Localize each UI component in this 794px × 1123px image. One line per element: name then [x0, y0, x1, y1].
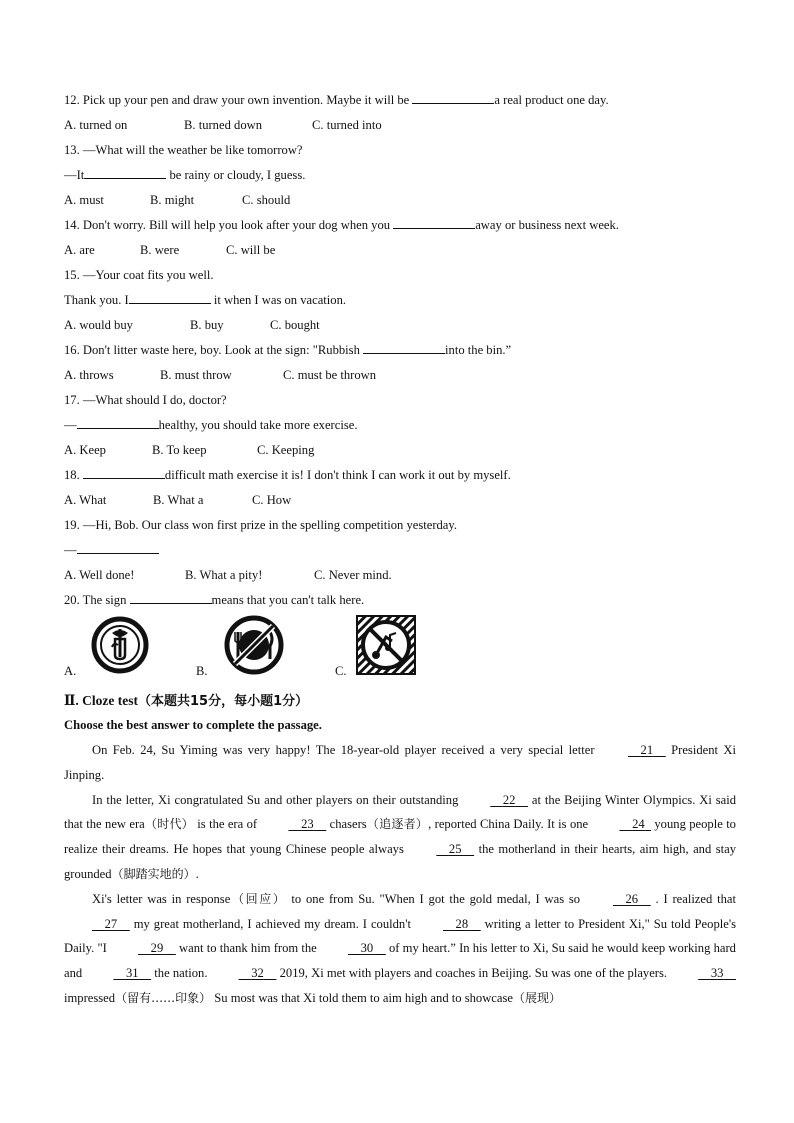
- blank-number: 29: [150, 941, 164, 956]
- blank-number: 24: [632, 817, 645, 832]
- passage-text: 2019, Xi met with players and coaches in Beijing. Su was one of the players.: [276, 966, 671, 981]
- option-b: B. were: [140, 243, 180, 257]
- question-number: 17.: [64, 393, 80, 407]
- blank-number: 26: [625, 891, 639, 906]
- option-a: A. Well done!: [64, 568, 135, 582]
- answer-blank: [129, 290, 211, 304]
- option-a: A. What: [64, 493, 107, 507]
- blank-28: [415, 912, 481, 937]
- question-text: difficult math exercise it is! I don't think I can work it out by myself.: [164, 468, 511, 482]
- section-title-note: （本题共15分，每小题1分）: [137, 694, 309, 709]
- option-a: A. turned on: [64, 118, 128, 132]
- blank-number: 28: [455, 916, 469, 931]
- question-text: it when I was on vacation.: [210, 293, 347, 307]
- option-a: A. would buy: [64, 318, 133, 332]
- blank-number: 25: [448, 842, 462, 857]
- option-c: C. Keeping: [257, 443, 315, 457]
- option-c: C.: [335, 664, 347, 678]
- blank-31: [85, 961, 151, 986]
- blank-number: 31: [125, 966, 139, 981]
- question-text: —What will the weather be like tomorrow?: [82, 143, 303, 157]
- no-music-sign-icon: [356, 615, 416, 675]
- question-number: 20.: [64, 593, 80, 607]
- blank-number: 27: [104, 916, 118, 931]
- options-18: [64, 488, 736, 513]
- blank-24: [592, 812, 651, 837]
- passage-text: In the letter, Xi congratulated Su and other players on their outstanding: [92, 792, 463, 807]
- option-b: B. To keep: [152, 443, 207, 457]
- question-text: means that you can't talk here.: [211, 593, 365, 607]
- option-c: C. How: [252, 493, 292, 507]
- option-a: A. Keep: [64, 443, 106, 457]
- question-number: 15.: [64, 268, 80, 282]
- no-talking-sign-icon: [90, 615, 150, 675]
- option-b: B. might: [150, 193, 195, 207]
- options-19: [64, 563, 736, 588]
- passage-note: （脚踏实地的）: [111, 866, 196, 881]
- option-a: A. throws: [64, 368, 114, 382]
- answer-blank: [130, 590, 212, 604]
- option-b: B. buy: [190, 318, 224, 332]
- question-15-reply: [64, 288, 736, 313]
- passage-text: Xi's letter was in response: [92, 891, 231, 906]
- question-text: —: [64, 418, 77, 432]
- question-text: a real product one day.: [494, 93, 609, 107]
- question-16: [64, 338, 736, 363]
- option-c: C. bought: [270, 318, 320, 332]
- option-b: B. What a pity!: [185, 568, 263, 582]
- blank-30: [320, 936, 386, 961]
- question-17: [64, 388, 736, 413]
- option-c: C. turned into: [312, 118, 382, 132]
- options-15: [64, 313, 736, 338]
- passage-text: Su most was that Xi told them to aim high and to showcase: [211, 990, 513, 1005]
- passage-text: . I realized that: [650, 891, 736, 906]
- question-15: [64, 263, 736, 288]
- question-19: [64, 513, 736, 538]
- blank-27: [64, 912, 130, 937]
- question-12: [64, 88, 736, 113]
- passage-note: （追逐者）: [366, 817, 429, 832]
- blank-number: 21: [640, 743, 654, 757]
- answer-blank: [363, 340, 445, 354]
- blank-number: 30: [360, 941, 374, 956]
- sign-options-20: [64, 613, 736, 688]
- blank-32: [211, 961, 277, 986]
- question-13: [64, 138, 736, 163]
- passage-text: is the era of: [193, 817, 261, 832]
- passage-text: young people to realize their dreams. He hopes that young Chinese people always: [64, 817, 736, 857]
- blank-33: [670, 961, 736, 986]
- options-14: [64, 238, 736, 263]
- blank-number: 33: [710, 966, 724, 981]
- passage-text: at the Beijing Winter Olympics. Xi said that the new era: [64, 792, 737, 832]
- passage-text: the nation.: [151, 966, 211, 981]
- blank-29: [110, 936, 176, 961]
- options-13: [64, 188, 736, 213]
- question-17-reply: [64, 413, 736, 438]
- no-eating-sign-icon: [222, 615, 286, 675]
- question-text: —It: [64, 168, 85, 182]
- question-number: 19.: [64, 518, 80, 532]
- blank-23: [260, 812, 326, 837]
- question-text: be rainy or cloudy, I guess.: [166, 168, 306, 182]
- question-18: [64, 463, 736, 488]
- passage-text: want to thank him from the: [175, 941, 320, 956]
- option-c: C. must be thrown: [283, 368, 377, 382]
- option-c: C. will be: [226, 243, 276, 257]
- passage-text: to one from Su. "When I got the gold medal, I was so: [286, 891, 585, 906]
- question-text: —: [64, 543, 77, 557]
- question-text: —Hi, Bob. Our class won first prize in the spelling competition yesterday.: [82, 518, 458, 532]
- passage-text: chasers: [326, 817, 367, 832]
- passage-note: （时代）: [144, 817, 194, 832]
- passage-text: On Feb. 24, Su Yiming was very happy! The 18-year-old player received a very special letter: [92, 743, 600, 757]
- answer-blank: [83, 465, 165, 479]
- passage-text: President Xi Jinping.: [64, 743, 737, 782]
- blank-26: [585, 887, 651, 912]
- question-text: Thank you. I: [64, 293, 129, 307]
- question-19-reply: [64, 538, 736, 563]
- passage-note: （回应）: [230, 891, 287, 906]
- passage-text: my great motherland, I achieved my dream. I couldn't: [129, 916, 415, 931]
- question-text: away or business next week.: [475, 218, 619, 232]
- question-text: —Your coat fits you well.: [82, 268, 214, 282]
- question-number: 16.: [64, 343, 80, 357]
- question-text: healthy, you should take more exercise.: [158, 418, 358, 432]
- question-number: 12.: [64, 93, 80, 107]
- question-text: Don't litter waste here, boy. Look at the sign: "Rubbish: [82, 343, 364, 357]
- blank-number: 22: [502, 792, 516, 807]
- option-a: A.: [64, 664, 77, 678]
- question-14: [64, 213, 736, 238]
- question-text: —What should I do, doctor?: [82, 393, 227, 407]
- answer-blank: [412, 90, 494, 104]
- question-number: 14.: [64, 218, 80, 232]
- option-c: C. Never mind.: [314, 568, 392, 582]
- question-text: into the bin.”: [445, 343, 512, 357]
- question-text: Don't worry. Bill will help you look after your dog when you: [82, 218, 394, 232]
- passage-paragraph-3: [64, 887, 736, 1011]
- question-text: The sign: [82, 593, 130, 607]
- blank-number: 32: [251, 966, 264, 981]
- blank-25: [408, 837, 474, 862]
- passage-note: （展现）: [512, 990, 561, 1005]
- blank-number: 23: [301, 817, 314, 832]
- option-b: B. turned down: [184, 118, 263, 132]
- answer-blank: [77, 415, 159, 429]
- passage-text: .: [195, 866, 199, 881]
- passage-text: of my heart.” In his letter to Xi, Su said he would keep working hard and: [64, 941, 736, 981]
- question-20: [64, 588, 736, 613]
- option-a: A. must: [64, 193, 104, 207]
- passage-text: , reported China Daily. It is one: [428, 817, 592, 832]
- passage-paragraph-1: [64, 738, 736, 788]
- question-number: 13.: [64, 143, 80, 157]
- blank-21: [600, 738, 666, 763]
- passage-text: writing a letter to President Xi," Su told People's Daily. "I: [64, 916, 736, 956]
- options-12: [64, 113, 736, 138]
- question-13-reply: [64, 163, 736, 188]
- passage-note: （留有……印象）: [115, 990, 212, 1005]
- question-text: Pick up your pen and draw your own invention. Maybe it will be: [82, 93, 413, 107]
- option-a: A. are: [64, 243, 95, 257]
- question-number: 18.: [64, 468, 80, 482]
- options-16: [64, 363, 736, 388]
- answer-blank: [84, 165, 166, 179]
- option-c: C. should: [242, 193, 291, 207]
- passage-text: impressed: [64, 990, 116, 1005]
- answer-blank: [77, 540, 159, 554]
- exam-page: [64, 88, 736, 1011]
- option-b: B.: [196, 664, 208, 678]
- section-heading: [64, 688, 736, 713]
- options-17: [64, 438, 736, 463]
- option-b: B. must throw: [160, 368, 232, 382]
- section-title: Ⅱ. Cloze test: [64, 693, 138, 708]
- passage-paragraph-2: [64, 788, 736, 887]
- option-b: B. What a: [153, 493, 204, 507]
- blank-22: [462, 788, 528, 813]
- passage-text: the motherland in their hearts, aim high, and stay grounded: [64, 842, 736, 881]
- answer-blank: [393, 215, 475, 229]
- section-instruction: Choose the best answer to complete the passage.: [64, 718, 322, 732]
